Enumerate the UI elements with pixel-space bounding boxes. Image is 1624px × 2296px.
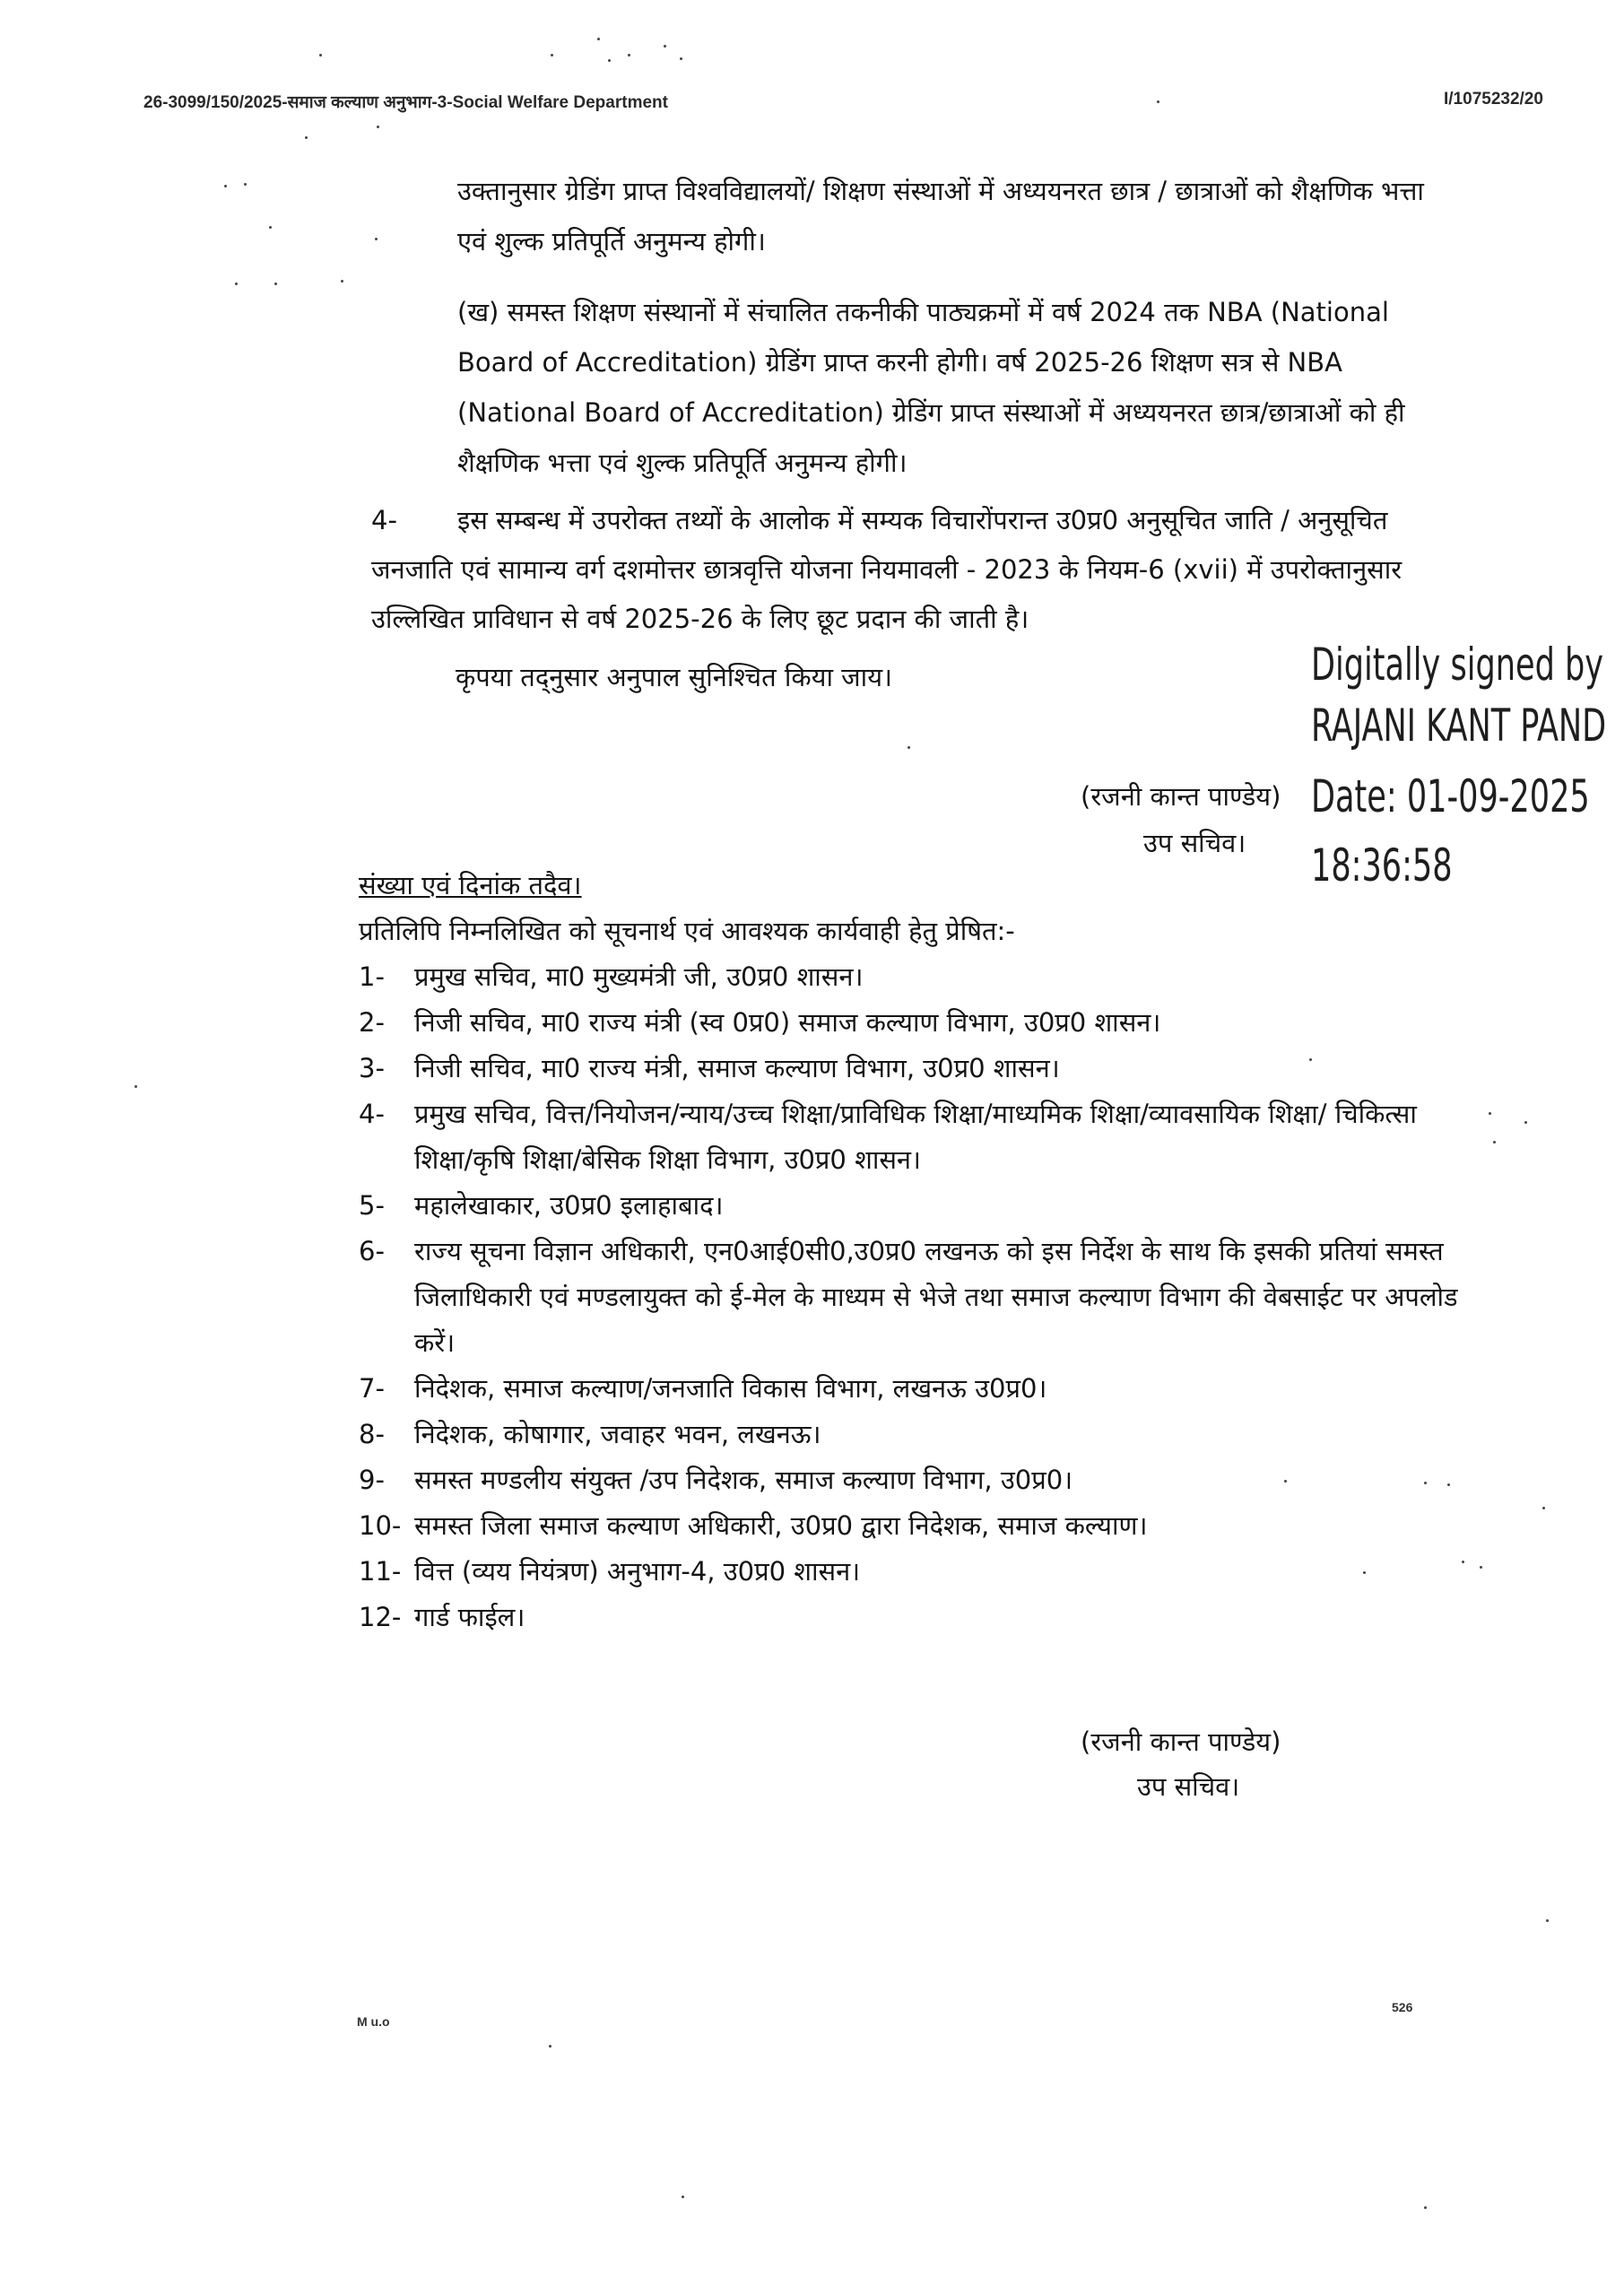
list-item: 9- समस्त मण्डलीय संयुक्त /उप निदेशक, समाज कल्याण विभाग, उ0प्र0। [359,1465,1073,1495]
paragraph-4-number: 4- [371,505,397,535]
signatory-name-bottom: (रजनी कान्त पाण्डेय) [1081,1726,1281,1757]
list-item: 11- वित्त (व्यय नियंत्रण) अनुभाग-4, उ0प्र0 शासन। [359,1556,861,1587]
list-item: 4- प्रमुख सचिव, वित्त/नियोजन/न्याय/उच्च शिक्षा/प्राविधिक शिक्षा/माध्यमिक शिक्षा/व्यावसायिक शिक्षा/ चिकित्सा शिक्षा/कृषि शिक्षा/बेसिक शिक्षा विभाग, उ0प्र0 शासन। [359,1099,1417,1175]
page-code: 526 [1392,2000,1413,2014]
copy-intro: प्रतिलिपि निम्नलिखित को सूचनार्थ एवं आवश्यक कार्यवाही हेतु प्रेषित:- [359,916,1015,946]
continuation-paragraph: उक्तानुसार ग्रेडिंग प्राप्त विश्वविद्यालयों/ शिक्षण संस्थाओं में अध्ययनरत छात्र / छात्राओं को शैक्षणिक भत्ता एवं शुल्क प्रतिपूर्ति अनुमन्य होगी। [457,176,1424,257]
list-item: 1- प्रमुख सचिव, मा0 मुख्यमंत्री जी, उ0प्र0 शासन। [359,961,864,992]
list-item: 12- गार्ड फाईल। [359,1602,525,1632]
list-item: 3- निजी सचिव, मा0 राज्य मंत्री, समाज कल्याण विभाग, उ0प्र0 शासन। [359,1053,1060,1083]
signatory-name-top: (रजनी कान्त पाण्डेय) [1081,781,1281,812]
list-item: 10- समस्त जिला समाज कल्याण अधिकारी, उ0प्र0 द्वारा निदेशक, समाज कल्याण। [359,1510,1148,1541]
copy-recipient-list [359,954,1471,1640]
compliance-line: कृपया तद्नुसार अनुपाल सुनिश्चित किया जाय। [456,662,893,692]
signatory-designation-top: उप सचिव। [1143,828,1246,858]
paragraph-kha: (ख) समस्त शिक्षण संस्थानों में संचालित तकनीकी पाठ्यक्रमों में वर्ष 2024 तक NBA (National Board of Accreditation) ग्रेडिंग प्राप्त करनी होगी। वर्ष 2025-26 शिक्षण सत्र से NBA (National Board of Accreditation) ग्रेडिंग प्राप्त संस्थाओं में अध्ययनरत छात्र/छात्राओं को ही शैक्षणिक भत्ता एवं शुल्क प्रतिपूर्ति अनुमन्य होगी। [457,297,1405,478]
digital-signature-date: Date: 01-09-2025 [1311,770,1590,822]
list-item: 5- महालेखाकार, उ0प्र0 इलाहाबाद। [359,1190,724,1221]
reference-date-line: संख्या एवं दिनांक तदैव। [359,870,582,900]
copy-distribution-section [359,863,1471,1640]
paragraph-4-text: इस सम्बन्ध में उपरोक्त तथ्यों के आलोक में सम्यक विचारोंपरान्त उ0प्र0 अनुसूचित जाति / अनुसूचित जनजाति एवं सामान्य वर्ग दशमोत्तर छात्रवृत्ति योजना नियमावली - 2023 के नियम-6 (xvii) में उपरोक्तानुसार उल्लिखित प्राविधान से वर्ष 2025-26 के लिए छूट प्रदान की जाती है। [371,505,1403,634]
paragraph-4 [371,496,1443,644]
list-item: 6- राज्य सूचना विज्ञान अधिकारी, एन0आई0सी0,उ0प्र0 लखनऊ को इस निर्देश के साथ कि इसकी प्रतियां समस्त जिलाधिकारी एवं मण्डलायुक्त को ई-मेल के माध्यम से भेजे तथा समाज कल्याण विभाग की वेबसाईट पर अपलोड करें। [359,1236,1458,1358]
digital-signature-line2: RAJANI KANT PAND [1311,700,1607,752]
digital-signature-time: 18:36:58 [1311,839,1453,891]
signatory-designation-bottom: उप सचिव। [1137,1771,1240,1802]
list-item: 7- निदेशक, समाज कल्याण/जनजाति विकास विभाग, लखनऊ उ0प्र0। [359,1373,1047,1404]
digital-signature-line1: Digitally signed by [1311,639,1604,691]
footer-mark-left: M u.o [357,2014,390,2029]
file-number-header: I/1075232/20 [1444,90,1543,109]
list-item: 8- निदेशक, कोषागार, जवाहर भवन, लखनऊ। [359,1419,821,1449]
file-reference-header: 26-3099/150/2025-समाज कल्याण अनुभाग-3-Social Welfare Department [143,93,668,112]
list-item: 2- निजी सचिव, मा0 राज्य मंत्री (स्व 0प्र0) समाज कल्याण विभाग, उ0प्र0 शासन। [359,1007,1161,1038]
